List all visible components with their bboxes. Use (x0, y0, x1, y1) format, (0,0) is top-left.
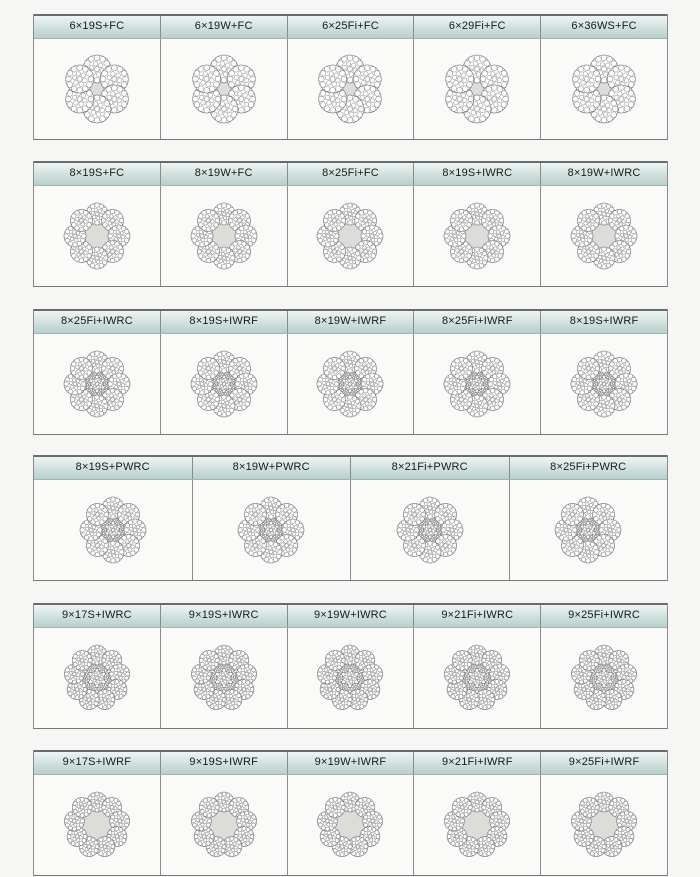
wire-rope-cross-section-icon (562, 194, 646, 278)
cross-section-cell (414, 628, 541, 728)
wire-rope-cross-section-icon (435, 342, 519, 426)
wire-rope-cross-section-icon (182, 783, 266, 867)
rope-table-2 (33, 161, 668, 287)
rope-construction-label: 9×19S+IWRF (161, 752, 288, 774)
rope-construction-label: 8×19W+IWRF (288, 311, 415, 333)
wire-rope-cross-section-icon (388, 488, 472, 572)
rope-construction-label: 6×19W+FC (161, 16, 288, 38)
cross-section-cell (34, 480, 193, 580)
rope-table-4 (33, 455, 668, 581)
rope-construction-label: 9×25Fi+IWRF (568, 756, 640, 768)
cross-section-cell (288, 775, 415, 875)
cross-section-cell (161, 334, 288, 434)
rope-construction-label: 8×25Fi+FC (288, 163, 415, 185)
cross-section-cell (288, 628, 415, 728)
wire-rope-cross-section-icon (55, 636, 139, 720)
cross-section-cell (541, 628, 667, 728)
rope-construction-label: 9×17S+IWRC (34, 605, 161, 627)
cross-section-cell (34, 186, 161, 286)
cross-section-cell (541, 39, 667, 139)
cross-section-cell (414, 775, 541, 875)
cross-section-cell (161, 186, 288, 286)
cross-section-cell (288, 334, 415, 434)
wire-rope-cross-section-icon (435, 47, 519, 131)
wire-rope-cross-section-icon (55, 783, 139, 867)
wire-rope-cross-section-icon (182, 636, 266, 720)
rope-construction-label: 6×25Fi+FC (288, 16, 415, 38)
wire-rope-cross-section-icon (182, 194, 266, 278)
cross-section-cell (541, 775, 667, 875)
rope-construction-label: 8×19S+FC (34, 163, 161, 185)
wire-rope-cross-section-icon (562, 636, 646, 720)
wire-rope-cross-section-icon (182, 342, 266, 426)
wire-rope-cross-section-icon (308, 783, 392, 867)
rope-construction-label: 8×19S+PWRC (34, 457, 193, 479)
rope-construction-label: 8×25Fi+IWRC (34, 311, 161, 333)
cross-section-row (34, 775, 667, 875)
rope-construction-label: 6×29Fi+FC (414, 16, 541, 38)
cross-section-cell (193, 480, 352, 580)
cross-section-cell (414, 186, 541, 286)
cross-section-row (34, 39, 667, 139)
header-row (34, 455, 667, 480)
wire-rope-cross-section-icon (308, 636, 392, 720)
rope-construction-label: 8×19W+IWRC (567, 167, 641, 179)
rope-table-6 (33, 750, 668, 876)
cross-section-row (34, 334, 667, 434)
rope-construction-label: 8×19S+IWRF (569, 315, 639, 327)
rope-table-1 (33, 14, 668, 140)
rope-construction-label: 8×25Fi+PWRC (550, 461, 627, 473)
header-row (34, 14, 667, 39)
cross-section-row (34, 480, 667, 580)
wire-rope-cross-section-icon (308, 194, 392, 278)
wire-rope-cross-section-icon (562, 783, 646, 867)
cross-section-cell (161, 628, 288, 728)
wire-rope-cross-section-icon (435, 194, 519, 278)
wire-rope-cross-section-icon (546, 488, 630, 572)
cross-section-row (34, 186, 667, 286)
rope-construction-label: 9×25Fi+IWRC (568, 609, 641, 621)
cross-section-cell (414, 39, 541, 139)
wire-rope-cross-section-icon (229, 488, 313, 572)
cross-section-cell (161, 39, 288, 139)
wire-rope-cross-section-icon (562, 47, 646, 131)
rope-construction-label: 8×21Fi+PWRC (351, 457, 510, 479)
cross-section-cell (541, 334, 667, 434)
header-row (34, 603, 667, 628)
cross-section-cell (414, 334, 541, 434)
cross-section-cell (351, 480, 510, 580)
rope-construction-label: 6×19S+FC (34, 16, 161, 38)
cross-section-cell (288, 186, 415, 286)
rope-construction-label: 9×19W+IWRC (288, 605, 415, 627)
header-row (34, 309, 667, 334)
rope-construction-label: 9×21Fi+IWRF (414, 752, 541, 774)
wire-rope-cross-section-icon (55, 47, 139, 131)
wire-rope-cross-section-icon (562, 342, 646, 426)
rope-construction-label: 9×19W+IWRF (288, 752, 415, 774)
wire-rope-cross-section-icon (435, 636, 519, 720)
wire-rope-cross-section-icon (435, 783, 519, 867)
cross-section-cell (541, 186, 667, 286)
rope-construction-label: 9×21Fi+IWRC (414, 605, 541, 627)
cross-section-cell (34, 39, 161, 139)
rope-construction-label: 9×17S+IWRF (34, 752, 161, 774)
rope-construction-label: 9×19S+IWRC (161, 605, 288, 627)
cross-section-cell (34, 628, 161, 728)
rope-construction-label: 8×25Fi+IWRF (414, 311, 541, 333)
wire-rope-cross-section-icon (55, 342, 139, 426)
cross-section-cell (34, 334, 161, 434)
wire-rope-cross-section-icon (308, 342, 392, 426)
rope-table-3 (33, 309, 668, 435)
cross-section-cell (510, 480, 668, 580)
rope-construction-label: 8×19W+PWRC (193, 457, 352, 479)
wire-rope-cross-section-icon (55, 194, 139, 278)
rope-construction-label: 8×19S+IWRF (161, 311, 288, 333)
wire-rope-cross-section-icon (308, 47, 392, 131)
rope-construction-label: 8×19W+FC (161, 163, 288, 185)
cross-section-cell (161, 775, 288, 875)
header-row (34, 750, 667, 775)
rope-table-5 (33, 603, 668, 729)
header-row (34, 161, 667, 186)
cross-section-cell (288, 39, 415, 139)
cross-section-row (34, 628, 667, 728)
rope-construction-label: 8×19S+IWRC (414, 163, 541, 185)
wire-rope-cross-section-icon (182, 47, 266, 131)
rope-construction-label: 6×36WS+FC (571, 20, 637, 32)
wire-rope-cross-section-icon (71, 488, 155, 572)
cross-section-cell (34, 775, 161, 875)
